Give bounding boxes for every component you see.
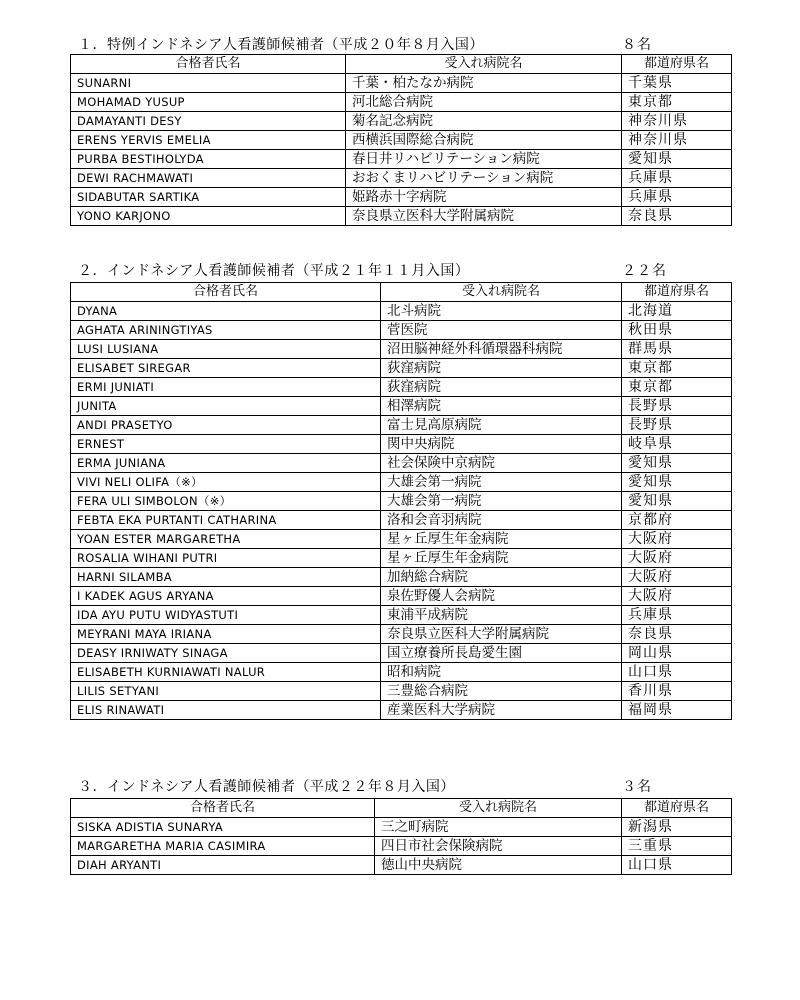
prefecture-cell: 長野県 (622, 397, 732, 416)
table-row (71, 435, 732, 454)
passer-name-cell: ELIS RINAWATI (71, 701, 381, 720)
table-row (71, 93, 732, 112)
hospital-name-cell: 社会保険中京病院 (381, 454, 622, 473)
passer-name-cell: DAMAYANTI DESY (71, 112, 346, 131)
hospital-name-cell: 富士見高原病院 (381, 416, 622, 435)
passer-name-cell: JUNITA (71, 397, 381, 416)
passer-name-cell: VIVI NELI OLIFA（※） (71, 473, 381, 492)
passer-name-cell: SIDABUTAR SARTIKA (71, 188, 346, 207)
column-header-prefecture: 都道府県名 (622, 283, 732, 302)
prefecture-cell: 三重県 (622, 837, 732, 856)
hospital-name-cell: 姫路赤十字病院 (346, 188, 622, 207)
hospital-name-cell: 東浦平成病院 (381, 606, 622, 625)
hospital-name-cell: 大雄会第一病院 (381, 492, 622, 511)
hospital-name-cell: 三豊総合病院 (381, 682, 622, 701)
section-3-header (0, 778, 800, 796)
table-row (71, 549, 732, 568)
prefecture-cell: 愛知県 (622, 454, 732, 473)
hospital-name-cell: 徳山中央病院 (375, 856, 622, 875)
passer-name-cell: FEBTA EKA PURTANTI CATHARINA (71, 511, 381, 530)
passer-name-cell: PURBA BESTIHOLYDA (71, 150, 346, 169)
prefecture-cell: 福岡県 (622, 701, 732, 720)
section-count: ３名 (622, 779, 652, 795)
hospital-name-cell: 星ヶ丘厚生年金病院 (381, 530, 622, 549)
column-header-prefecture: 都道府県名 (622, 55, 732, 74)
results-table (70, 282, 732, 720)
passer-name-cell: ERNEST (71, 435, 381, 454)
passer-name-cell: DEWI RACHMAWATI (71, 169, 346, 188)
hospital-name-cell: 三之町病院 (375, 818, 622, 837)
passer-name-cell: DYANA (71, 302, 381, 321)
prefecture-cell: 東京都 (622, 378, 732, 397)
hospital-name-cell: 国立療養所長島愛生園 (381, 644, 622, 663)
column-header-hospital: 受入れ病院名 (381, 283, 622, 302)
column-header-prefecture: 都道府県名 (622, 799, 732, 818)
table-row (71, 818, 732, 837)
prefecture-cell: 愛知県 (622, 150, 732, 169)
hospital-name-cell: 加納総合病院 (381, 568, 622, 587)
table-row (71, 169, 732, 188)
table-row (71, 150, 732, 169)
table-row (71, 530, 732, 549)
prefecture-cell: 大阪府 (622, 587, 732, 606)
table-row (71, 568, 732, 587)
table-row (71, 837, 732, 856)
hospital-name-cell: 春日井リハビリテーション病院 (346, 150, 622, 169)
table-row (71, 492, 732, 511)
passer-name-cell: ROSALIA WIHANI PUTRI (71, 549, 381, 568)
prefecture-cell: 岡山県 (622, 644, 732, 663)
table-header-row (71, 799, 732, 818)
passer-name-cell: SUNARNI (71, 74, 346, 93)
prefecture-cell: 北海道 (622, 302, 732, 321)
hospital-name-cell: 菅医院 (381, 321, 622, 340)
table-row (71, 340, 732, 359)
hospital-name-cell: 奈良県立医科大学附属病院 (346, 207, 622, 226)
passer-name-cell: ERMI JUNIATI (71, 378, 381, 397)
table-row (71, 473, 732, 492)
prefecture-cell: 東京都 (622, 359, 732, 378)
hospital-name-cell: 奈良県立医科大学附属病院 (381, 625, 622, 644)
passer-name-cell: FERA ULI SIMBOLON（※） (71, 492, 381, 511)
passer-name-cell: ERMA JUNIANA (71, 454, 381, 473)
column-header-name: 合格者氏名 (71, 283, 381, 302)
table-row (71, 397, 732, 416)
table-row (71, 112, 732, 131)
table-row (71, 416, 732, 435)
prefecture-cell: 群馬県 (622, 340, 732, 359)
prefecture-cell: 大阪府 (622, 530, 732, 549)
passer-name-cell: LUSI LUSIANA (71, 340, 381, 359)
table-row (71, 359, 732, 378)
passer-name-cell: ELISABETH KURNIAWATI NALUR (71, 663, 381, 682)
table-row (71, 188, 732, 207)
prefecture-cell: 長野県 (622, 416, 732, 435)
passer-name-cell: LILIS SETYANI (71, 682, 381, 701)
prefecture-cell: 兵庫県 (622, 169, 732, 188)
prefecture-cell: 秋田県 (622, 321, 732, 340)
table-row (71, 511, 732, 530)
passer-name-cell: YONO KARJONO (71, 207, 346, 226)
hospital-name-cell: 泉佐野優人会病院 (381, 587, 622, 606)
prefecture-cell: 千葉県 (622, 74, 732, 93)
table-row (71, 321, 732, 340)
hospital-name-cell: 洛和会音羽病院 (381, 511, 622, 530)
hospital-name-cell: 北斗病院 (381, 302, 622, 321)
table-header-row (71, 55, 732, 74)
section-count: ２２名 (622, 263, 667, 279)
hospital-name-cell: 昭和病院 (381, 663, 622, 682)
prefecture-cell: 愛知県 (622, 473, 732, 492)
section-title: ３．インドネシア人看護師候補者（平成２２年８月入国） (78, 779, 455, 795)
section-title: １．特例インドネシア人看護師候補者（平成２０年８月入国） (78, 37, 484, 53)
table-row (71, 207, 732, 226)
passer-name-cell: DIAH ARYANTI (71, 856, 375, 875)
table-row (71, 454, 732, 473)
column-header-name: 合格者氏名 (71, 799, 375, 818)
table-header-row (71, 283, 732, 302)
column-header-name: 合格者氏名 (71, 55, 346, 74)
hospital-name-cell: 関中央病院 (381, 435, 622, 454)
results-table (70, 798, 732, 875)
table-row (71, 701, 732, 720)
prefecture-cell: 愛知県 (622, 492, 732, 511)
prefecture-cell: 兵庫県 (622, 606, 732, 625)
section-title: ２．インドネシア人看護師候補者（平成２１年１１月入国） (78, 263, 470, 279)
hospital-name-cell: 相澤病院 (381, 397, 622, 416)
column-header-hospital: 受入れ病院名 (346, 55, 622, 74)
hospital-name-cell: 千葉・柏たなか病院 (346, 74, 622, 93)
passer-name-cell: MEYRANI MAYA IRIANA (71, 625, 381, 644)
prefecture-cell: 大阪府 (622, 568, 732, 587)
passer-name-cell: AGHATA ARININGTIYAS (71, 321, 381, 340)
table-row (71, 682, 732, 701)
passer-name-cell: MARGARETHA MARIA CASIMIRA (71, 837, 375, 856)
passer-name-cell: SISKA ADISTIA SUNARYA (71, 818, 375, 837)
table-row (71, 378, 732, 397)
hospital-name-cell: 四日市社会保険病院 (375, 837, 622, 856)
passer-name-cell: DEASY IRNIWATY SINAGA (71, 644, 381, 663)
results-table (70, 54, 732, 226)
prefecture-cell: 山口県 (622, 856, 732, 875)
hospital-name-cell: 大雄会第一病院 (381, 473, 622, 492)
hospital-name-cell: 沼田脳神経外科循環器科病院 (381, 340, 622, 359)
passer-name-cell: ELISABET SIREGAR (71, 359, 381, 378)
passer-name-cell: ERENS YERVIS EMELIA (71, 131, 346, 150)
table-row (71, 625, 732, 644)
hospital-name-cell: 荻窪病院 (381, 359, 622, 378)
section-1-header (0, 36, 800, 54)
hospital-name-cell: 荻窪病院 (381, 378, 622, 397)
prefecture-cell: 大阪府 (622, 549, 732, 568)
table-row (71, 587, 732, 606)
prefecture-cell: 兵庫県 (622, 188, 732, 207)
prefecture-cell: 山口県 (622, 663, 732, 682)
passer-name-cell: ANDI PRASETYO (71, 416, 381, 435)
section-count: ８名 (622, 37, 652, 53)
column-header-hospital: 受入れ病院名 (375, 799, 622, 818)
table-row (71, 606, 732, 625)
hospital-name-cell: 河北総合病院 (346, 93, 622, 112)
prefecture-cell: 東京都 (622, 93, 732, 112)
hospital-name-cell: 西横浜国際総合病院 (346, 131, 622, 150)
table-row (71, 302, 732, 321)
passer-name-cell: I KADEK AGUS ARYANA (71, 587, 381, 606)
hospital-name-cell: 菊名記念病院 (346, 112, 622, 131)
section-2-header (0, 262, 800, 280)
hospital-name-cell: 産業医科大学病院 (381, 701, 622, 720)
prefecture-cell: 香川県 (622, 682, 732, 701)
passer-name-cell: YOAN ESTER MARGARETHA (71, 530, 381, 549)
prefecture-cell: 神奈川県 (622, 112, 732, 131)
table-row (71, 131, 732, 150)
prefecture-cell: 京都府 (622, 511, 732, 530)
table-row (71, 856, 732, 875)
table-row (71, 644, 732, 663)
passer-name-cell: MOHAMAD YUSUP (71, 93, 346, 112)
prefecture-cell: 奈良県 (622, 207, 732, 226)
hospital-name-cell: 星ヶ丘厚生年金病院 (381, 549, 622, 568)
table-row (71, 74, 732, 93)
prefecture-cell: 神奈川県 (622, 131, 732, 150)
prefecture-cell: 奈良県 (622, 625, 732, 644)
prefecture-cell: 岐阜県 (622, 435, 732, 454)
passer-name-cell: IDA AYU PUTU WIDYASTUTI (71, 606, 381, 625)
table-row (71, 663, 732, 682)
passer-name-cell: HARNI SILAMBA (71, 568, 381, 587)
hospital-name-cell: おおくまリハビリテーション病院 (346, 169, 622, 188)
prefecture-cell: 新潟県 (622, 818, 732, 837)
